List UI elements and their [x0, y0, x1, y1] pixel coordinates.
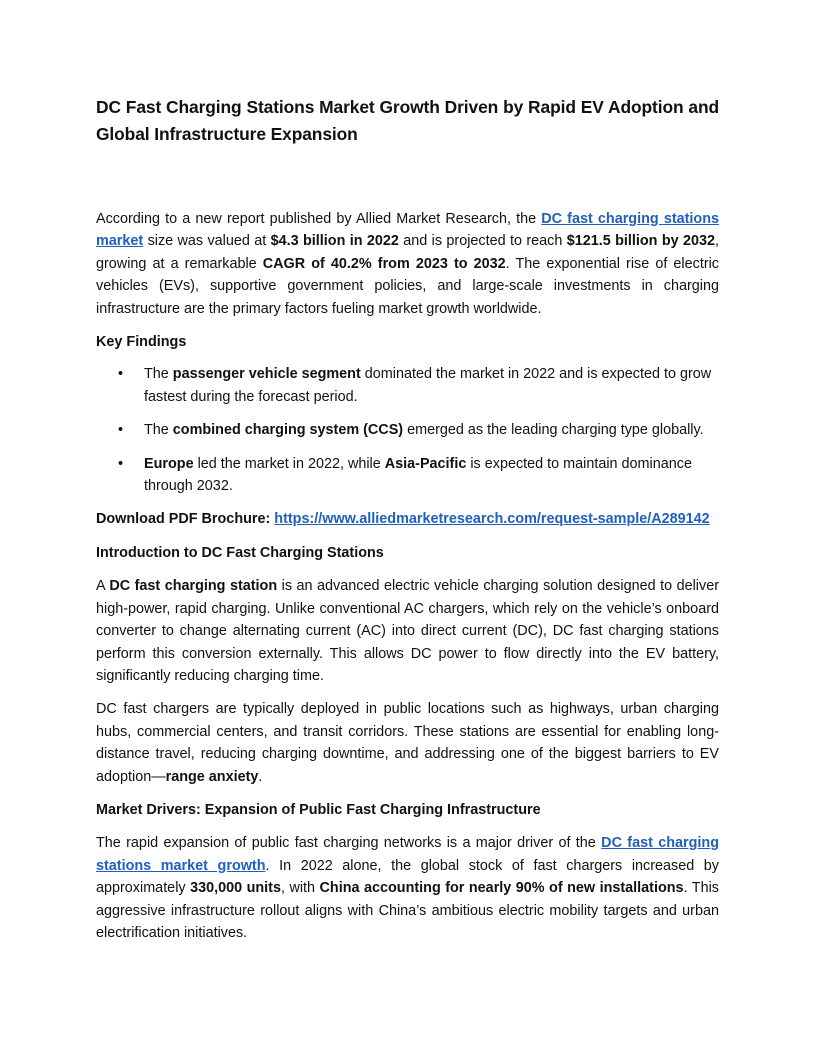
download-brochure-link[interactable]: https://www.alliedmarketresearch.com/request-sample/A289142	[274, 511, 710, 528]
intro-text-2: size was valued at	[143, 233, 271, 250]
intro-bold-market-size: $4.3 billion in 2022	[270, 233, 399, 250]
market-report-link[interactable]: DC fast charging stations market	[96, 211, 719, 250]
list-item	[118, 363, 719, 408]
body-text: A	[96, 578, 110, 595]
download-label: Download PDF Brochure:	[96, 511, 275, 528]
introduction-heading: Introduction to DC Fast Charging Stations	[96, 544, 384, 561]
body-text: , with	[280, 880, 320, 897]
finding-text: emerged as the leading charging type globally.	[403, 422, 704, 439]
finding-bold: passenger vehicle segment	[172, 366, 361, 383]
key-findings-heading: Key Findings	[96, 334, 187, 351]
intro-text-1: According to a new report published by Allied Market Research, the	[96, 211, 542, 227]
document-page	[96, 94, 719, 944]
bullet-icon: •	[118, 422, 124, 439]
market-drivers-heading: Market Drivers: Expansion of Public Fast Charging Infrastructure	[96, 801, 541, 818]
list-item	[118, 453, 719, 498]
page-title	[96, 94, 719, 148]
title-line-2: Global Infrastructure Expansion	[96, 124, 358, 144]
key-findings-list	[96, 363, 719, 497]
finding-text: led the market in 2022, while	[193, 455, 385, 472]
body-text: . In 2022 alone, the global stock of fast chargers increased by approximately	[96, 857, 720, 897]
market-drivers-paragraph	[96, 832, 719, 944]
body-text: The rapid expansion of public fast charging networks is a major driver of the	[96, 835, 602, 852]
finding-text: The	[144, 366, 173, 383]
body-text: . This aggressive infrastructure rollout aligns with China’s ambitious electric mobility targets and urban electrification initiatives.	[96, 880, 719, 941]
market-growth-link[interactable]: DC fast charging stations market growth	[96, 835, 720, 874]
body-bold: range anxiety	[165, 768, 259, 785]
body-text: .	[258, 768, 263, 785]
bullet-icon: •	[118, 366, 124, 383]
finding-text: The	[144, 422, 173, 439]
title-line-1: DC Fast Charging Stations Market Growth Driven by Rapid EV Adoption and	[96, 97, 719, 117]
intro-bold-cagr: CAGR of 40.2% from 2023 to 2032	[262, 255, 506, 272]
finding-text: dominated the market in 2022 and is expected to grow fastest during the forecast period.	[144, 366, 712, 405]
download-brochure-line	[96, 508, 719, 530]
intro-paragraph	[96, 208, 719, 320]
intro-text-5: . The exponential rise of electric vehicles (EVs), supportive government policies, and large-scale investments in charging infrastructure are the primary factors fueling market growth worldwide.	[96, 255, 720, 317]
body-bold: China accounting for nearly 90% of new installations	[319, 880, 684, 897]
bullet-icon: •	[118, 455, 124, 472]
introduction-paragraph-1	[96, 575, 719, 687]
intro-text-4: , growing at a remarkable	[96, 233, 719, 272]
introduction-paragraph-2	[96, 698, 719, 788]
finding-bold: combined charging system (CCS)	[172, 422, 404, 439]
finding-text: is expected to maintain dominance through 2032.	[144, 455, 692, 495]
list-item	[118, 419, 719, 441]
finding-bold: Asia-Pacific	[384, 455, 467, 472]
body-text: is an advanced electric vehicle charging solution designed to deliver high-power, rapid charging. Unlike conventional AC chargers, which rely on the vehicle’s onboard converter to change alternating current (AC) into direct current (DC), DC fast charging stations perform this conversion externally. This allows DC power to flow directly into the EV battery, significantly reducing charging time.	[96, 578, 719, 684]
intro-bold-projection: $121.5 billion by 2032	[566, 233, 715, 250]
body-text: DC fast chargers are typically deployed in public locations such as highways, urban charging hubs, commercial centers, and transit corridors. These stations are essential for enabling long-distance travel, reducing charging downtime, and addressing one of the biggest barriers to EV adoption—	[96, 701, 719, 785]
intro-text-3: and is projected to reach	[398, 233, 567, 250]
body-bold: 330,000 units	[190, 880, 281, 897]
body-bold: DC fast charging station	[109, 578, 278, 595]
finding-bold: Europe	[144, 455, 194, 472]
